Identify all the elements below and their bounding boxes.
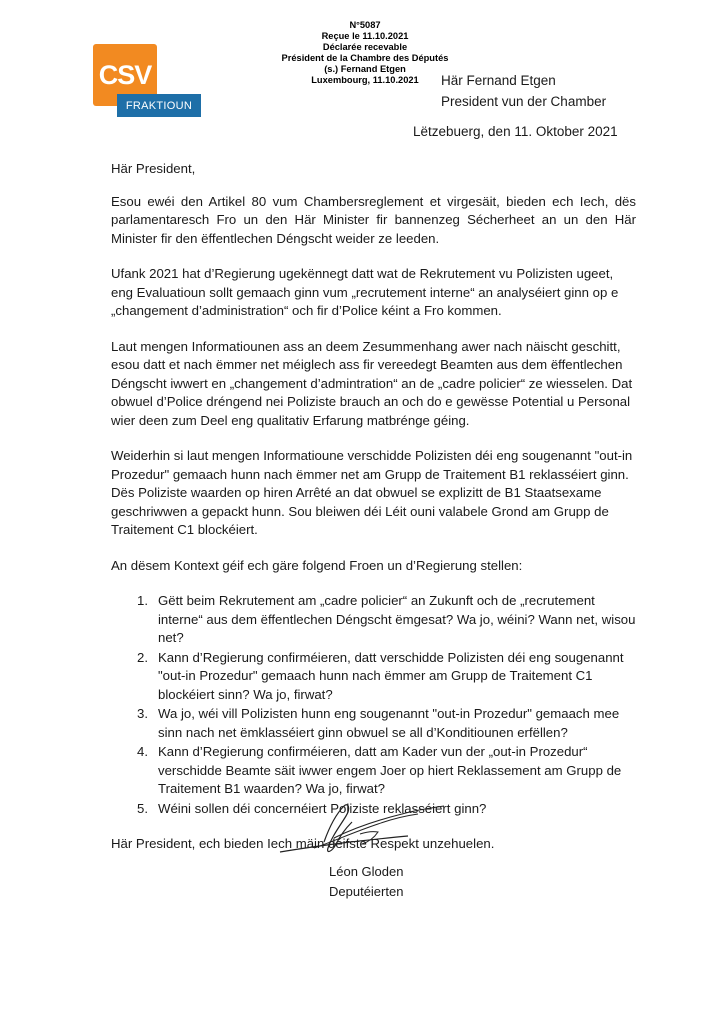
question-number: 1. — [137, 593, 148, 608]
stamp-line: Luxembourg, 11.10.2021 — [311, 75, 419, 86]
stamp-line: Reçue le 11.10.2021 — [321, 31, 409, 42]
question-text: Kann d’Regierung confirméieren, datt am Kader vun der „out-in Prozedur“ verschidde Beamte säit iwwer engem Joer op hiert Reklassement am Grupp de Traitement B1 waarden? Wa jo, firwat? — [158, 744, 622, 796]
question-number: 5. — [137, 800, 148, 816]
stamp-line: (s.) Fernand Etgen — [324, 64, 406, 75]
signer-block — [329, 862, 403, 902]
question-list — [111, 592, 636, 818]
paragraph-out-in: Weiderhin si laut mengen Informatioune verschidde Polizisten déi eng sougenannt "out-in Prozedur" gemaach hunn nach ëmmer net am Grupp de Traitement B1 reklasséiert ginn. Dës Poliziste waarden op hiren Arrêté an dat obwuel se explizitt de B1 Staatsexame geschriwwen a gepackt hunn. Sou bleiwen déi Léit ouni valabele Grond am Grupp de Traitement C1 blockéiert. — [111, 448, 633, 537]
salutation: Här President, — [111, 161, 196, 176]
signer-title: Deputéierten — [329, 884, 404, 899]
question-number: 4. — [137, 744, 148, 759]
question-item — [111, 743, 636, 799]
stamp-line: Président de la Chambre des Députés — [281, 53, 449, 64]
handwritten-signature — [274, 798, 454, 868]
question-text: Wa jo, wéi vill Polizisten hunn eng sougenannt "out-in Prozedur" gemaach mee sinn nach net ëmklasséiert ginn obwuel se all d’Konditiounen erfëllen? — [158, 706, 620, 740]
closing-formula: Här President, ech bieden Iech mäin déifste Respekt unzehuelen. — [111, 836, 495, 851]
letter-date: Lëtzebuerg, den 11. Oktober 2021 — [413, 124, 618, 139]
question-number: 3. — [137, 706, 148, 721]
question-text: Wéini sollen déi concernéiert Poliziste reklasséiert ginn? — [158, 800, 487, 816]
paragraph-announcement: Ufank 2021 hat d’Regierung ugekënnegt datt wat de Rekrutement vu Polizisten ugeet, eng Evaluatioun sollt gemaach ginn vum „recrutement interne“ an analyséiert ginn op e „changement d’administration“ och fir d’Police kéint a Fro kommen. — [111, 266, 619, 318]
recipient-block — [441, 70, 606, 112]
signer-name: Léon Gloden — [329, 864, 404, 879]
question-item — [111, 705, 636, 742]
logo-csv-block: CSV — [93, 44, 157, 106]
question-text: Kann d’Regierung confirméieren, datt verschidde Polizisten déi eng sougenannt "out-in Prozedur" gemaach hunn nach ëmmer am Grupp de Traitement C1 blockéiert sinn? Wa jo, firwat? — [158, 649, 624, 702]
question-item — [111, 592, 636, 648]
stamp-line: N°5087 — [349, 20, 381, 30]
logo-fraktioun-banner: FRAKTIOUN — [117, 94, 201, 117]
recipient-title: President vun der Chamber — [441, 94, 607, 109]
paragraph-questions-intro: An dësem Kontext géif ech gäre folgend Froen un d’Regierung stellen: — [111, 557, 523, 573]
question-item — [111, 649, 636, 705]
stamp-line: Déclarée recevable — [322, 42, 408, 53]
paragraph-information: Laut mengen Informatiounen ass an deem Zesummenhang awer nach näischt geschitt, esou datt et nach ëmmer net méiglech ass fir vereedegt Beamten aus dem ëffentlechen Déngscht iwwert en „changement d’admintration“ an de „cadre policier“ ze wiesselen. Dat obwuel d’Police dréngend nei Poliziste brauch an och do e gewësse Potential u Personal wier deen zum Deel eng qualitativ Erfarung matbrénge géing. — [111, 338, 633, 428]
question-text: Gëtt beim Rekrutement am „cadre policier“ an Zukunft och de „recrutement interne“ aus dem ëffentlechen Déngscht ëmgesat? Wa jo, wéini? Wann net, wisou net? — [158, 593, 636, 645]
csv-fraktioun-logo — [93, 44, 201, 122]
letter-body — [111, 160, 636, 871]
paragraph-intro: Esou ewéi den Artikel 80 vum Chambersreglement et virgesäit, bieden ech Iech, dës parlamentaresch Fro un den Här Minister fir bannenzeg Sécherheet an un den Här Minister fir den ëffentlechen Déngscht weider ze leeden. — [111, 193, 636, 246]
recipient-name: Här Fernand Etgen — [441, 73, 556, 88]
question-number: 2. — [137, 649, 148, 665]
